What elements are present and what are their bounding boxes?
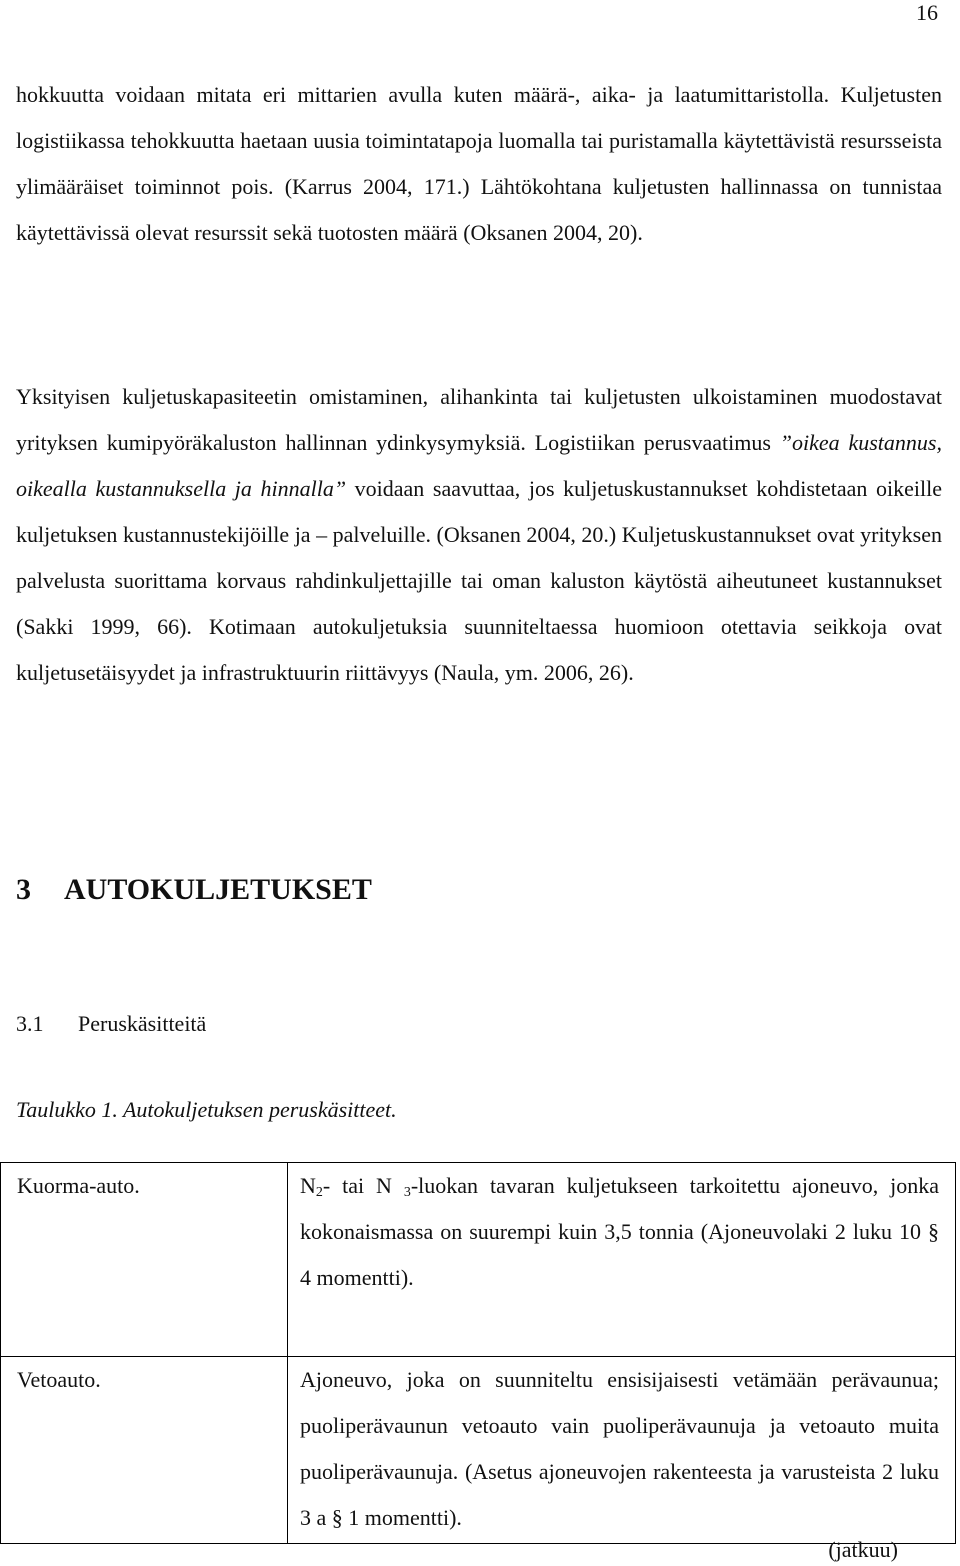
section-title: Peruskäsitteitä bbox=[78, 1011, 207, 1036]
definitions-table bbox=[0, 1162, 956, 1544]
definition-text-end: 1 momentti). bbox=[342, 1505, 462, 1530]
table-row bbox=[1, 1357, 956, 1544]
vehicle-class-n: N bbox=[300, 1173, 316, 1198]
class-subscript-3: 3 bbox=[403, 1185, 411, 1200]
section-sign: § bbox=[331, 1505, 343, 1530]
table-caption: Taulukko 1. Autokuljetuksen peruskäsitteet. bbox=[16, 1097, 397, 1122]
definition-text: -luokan tavaran kuljetukseen tarkoitettu ajoneuvo, jonka kokonaismassa on suurempi kuin 3,5 tonnia (Ajoneuvolaki 2 luku 10 bbox=[300, 1173, 939, 1244]
definition-text-end: 4 momentti). bbox=[300, 1265, 414, 1290]
term-cell: Kuorma-auto. bbox=[1, 1163, 288, 1357]
class-subscript-2: 2 bbox=[315, 1185, 323, 1200]
page-number: 16 bbox=[916, 0, 938, 25]
body-paragraph-2 bbox=[16, 374, 942, 696]
section-heading bbox=[16, 1008, 206, 1040]
definition-cell bbox=[288, 1163, 956, 1357]
term-cell: Vetoauto. bbox=[1, 1357, 288, 1544]
section-number: 3.1 bbox=[16, 1011, 44, 1036]
paragraph-2-text-start: Yksityisen kuljetuskapasiteetin omistaminen, alihankinta tai kuljetusten ulkoistaminen muodostavat yrityksen kumipyöräkaluston hallinnan ydinkysymyksiä. Logistiikan perusvaatimus bbox=[16, 384, 942, 455]
continued-note: (jatkuu) bbox=[828, 1537, 898, 1562]
body-paragraph-1: hokkuutta voidaan mitata eri mittarien avulla kuten määrä-, aika- ja laatumittaristolla. Kuljetusten logistiikassa tehokkuutta haetaan uusia toimintatapoja luomalla tai puristamalla käytettävistä resursseista ylimääräiset toiminnot pois. (Karrus 2004, 171.) Lähtökohtana kuljetusten hallinnassa on tunnistaa käytettävissä olevat resurssit sekä tuotosten määrä (Oksanen 2004, 20). bbox=[16, 82, 942, 245]
section-sign: § bbox=[928, 1219, 939, 1244]
chapter-heading bbox=[16, 870, 372, 910]
paragraph-2-text-end: voidaan saavuttaa, jos kuljetuskustannukset kohdistetaan oikeille kuljetuksen kustannustekijöille ja – palveluille. (Oksanen 2004, 20.) Kuljetuskustannukset ovat yrityksen palvelusta suorittama korvaus rahdinkuljettajille tai oman kaluston käytöstä aiheutuneet kustannukset (Sakki 1999, 66). Kotimaan autokuljetuksia suunniteltaessa huomioon otettavia seikkoja ovat kuljetusetäisyydet ja infrastruktuurin riittävyys (Naula, ym. 2006, 26). bbox=[16, 476, 942, 685]
quoted-requirement: ”oikea kustannus, oikealla kustannuksella ja hinnalla” bbox=[16, 430, 942, 501]
table-row bbox=[1, 1163, 956, 1357]
definition-cell bbox=[288, 1357, 956, 1544]
chapter-number: 3 bbox=[16, 873, 31, 906]
chapter-title: AUTOKULJETUKSET bbox=[64, 873, 372, 906]
definition-text: Ajoneuvo, joka on suunniteltu ensisijaisesti vetämään perävaunua; puoliperävaunun vetoauto vain puoliperävaunuja ja vetoauto muita puoliperävaunuja. (Asetus ajoneuvojen rakenteesta ja varusteista 2 luku 3 a bbox=[300, 1367, 939, 1530]
definition-text-mid: - tai N bbox=[322, 1173, 404, 1198]
